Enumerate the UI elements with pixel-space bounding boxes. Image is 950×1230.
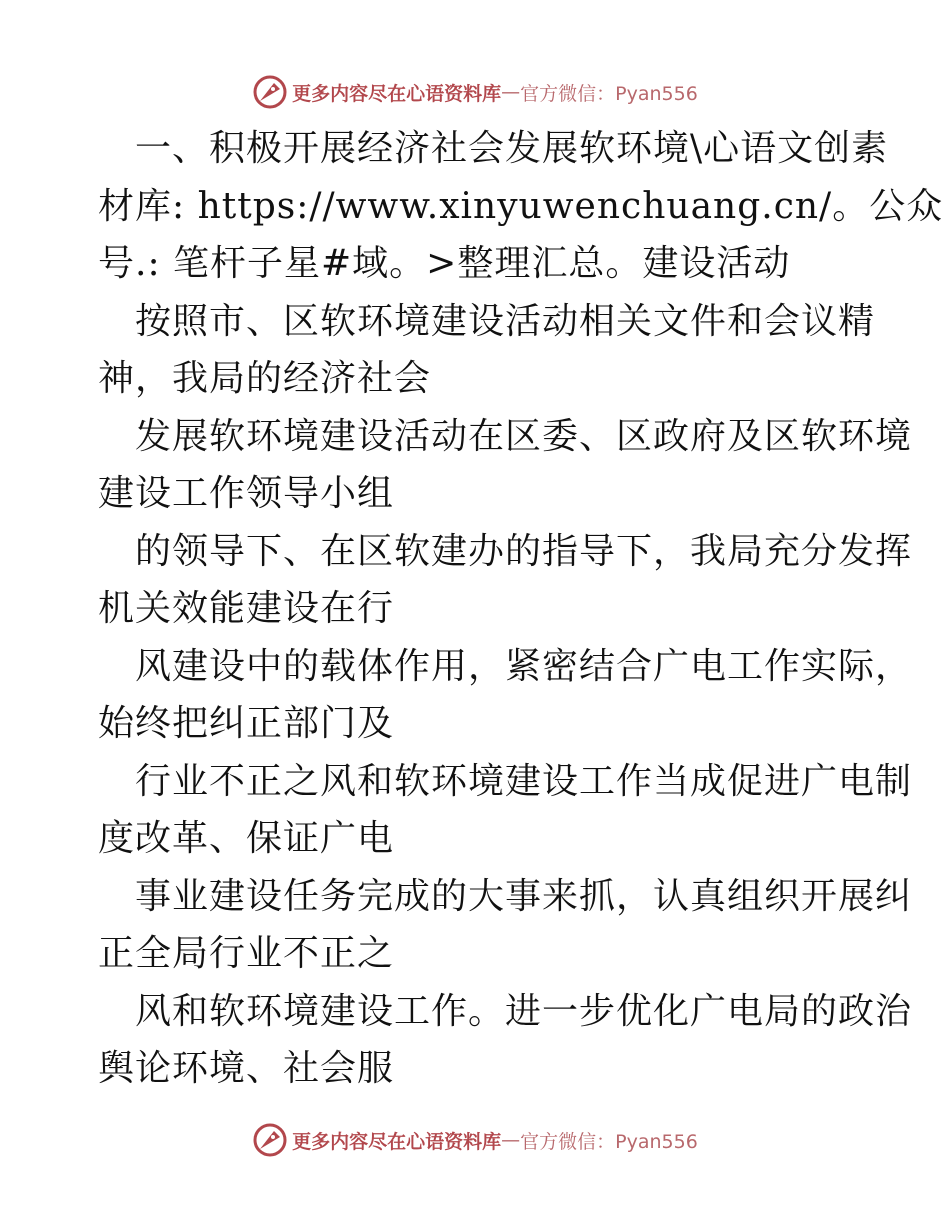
header-wechat-text: 官方微信：Pyan556	[520, 82, 698, 105]
body-line: 的领导下、在区软建办的指导下，我局充分发挥	[135, 530, 913, 572]
body-line: 风建设中的载体作用，紧密结合广电工作实际，	[135, 645, 913, 687]
body-line: 度改革、保证广电	[98, 818, 395, 859]
body-line: 机关效能建设在行	[98, 588, 395, 629]
body-line: 按照市、区软环境建设活动相关文件和会议精	[135, 300, 876, 342]
body-line: 发展软环境建设活动在区委、区政府及区软环境	[135, 415, 913, 457]
header-banner-separator: —	[501, 81, 521, 103]
body-line: 号.: 笔杆子星#域。>整理汇总。建设活动	[98, 243, 791, 284]
footer-banner	[0, 1118, 950, 1162]
footer-banner-separator: —	[501, 1129, 521, 1151]
header-banner-text: 更多内容尽在心语资料库	[292, 82, 502, 105]
body-line: 风和软环境建设工作。进一步优化广电局的政治	[135, 990, 913, 1032]
document-body	[98, 120, 944, 1098]
body-line: 事业建设任务完成的大事来抓，认真组织开展纠	[135, 875, 913, 917]
footer-wechat-text: 官方微信：Pyan556	[520, 1130, 698, 1153]
body-line: 正全局行业不正之	[98, 933, 395, 974]
header-banner	[0, 70, 950, 114]
body-line: 材库: https://www.xinyuwenchuang.cn/。公众	[98, 185, 944, 227]
body-line: 一、积极开展经济社会发展软环境\心语文创素	[135, 128, 889, 169]
body-line: 行业不正之风和软环境建设工作当成促进广电制	[135, 760, 913, 802]
pen-nib-logo-icon	[252, 74, 288, 110]
body-line: 神，我局的经济社会	[98, 358, 432, 399]
pen-nib-logo-icon	[252, 1122, 288, 1158]
body-line: 始终把纠正部门及	[98, 703, 395, 744]
footer-banner-text: 更多内容尽在心语资料库	[292, 1130, 502, 1153]
body-line: 建设工作领导小组	[98, 473, 395, 514]
body-line: 舆论环境、社会服	[98, 1048, 395, 1089]
